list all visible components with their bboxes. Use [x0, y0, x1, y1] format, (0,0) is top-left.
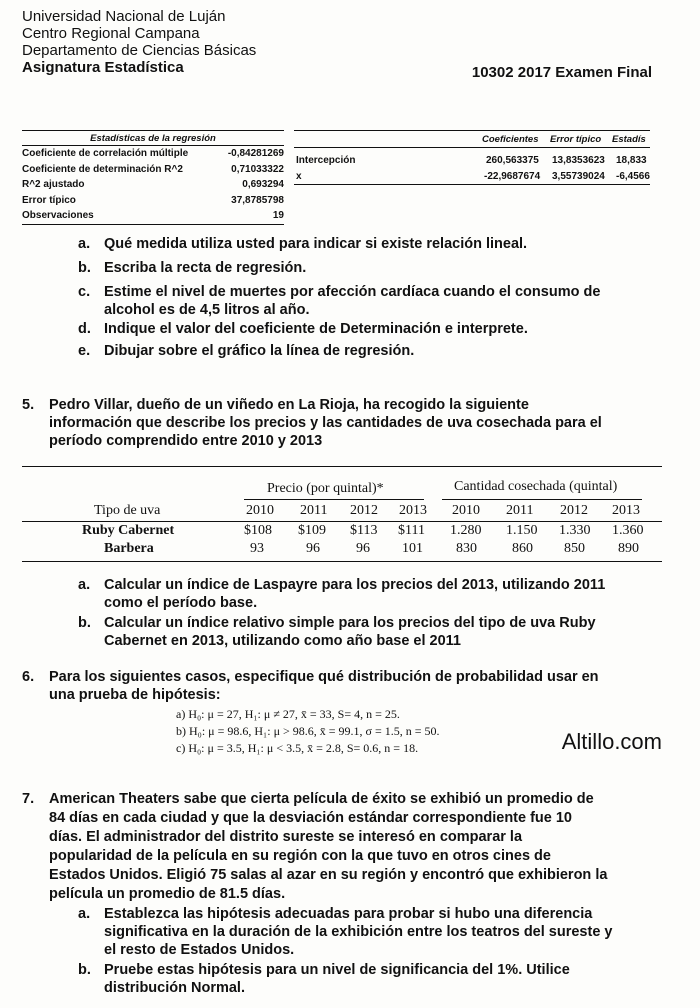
item-text: Calcular un índice relativo simple para los precios del tipo de uva Ruby [104, 615, 596, 631]
year-header: 2012 [350, 503, 378, 518]
question-number: 6. [22, 669, 35, 685]
grape-type: Barbera [104, 541, 154, 556]
hypothesis-case: a) H₀: μ = 27, H₁: μ ≠ 27, x̄ = 33, S= 4, n = 25. [176, 707, 400, 721]
item-text: Qué medida utiliza usted para indicar si existe relación lineal. [104, 236, 528, 252]
question-line: período comprendido entre 2010 y 2013 [49, 433, 323, 449]
item-text: Calcular un índice de Laspayre para los precios del 2013, utilizando 2011 [104, 577, 606, 593]
list-item [78, 576, 605, 595]
stat-value: 19 [272, 210, 284, 222]
year-header: 2012 [560, 503, 588, 518]
quantity-cell: 1.280 [450, 523, 482, 538]
item-text: como el período base. [104, 595, 258, 611]
university-name: Universidad Nacional de Luján [22, 8, 226, 25]
item-text: Cabernet en 2013, utilizando como año base el 2011 [104, 633, 461, 649]
year-header: 2013 [612, 503, 640, 518]
year-header: 2011 [300, 503, 328, 518]
regression-stats-table [22, 130, 284, 225]
quantity-cell: 830 [456, 541, 477, 556]
item-text: Estime el nivel de muertes por afección cardíaca cuando el consumo de [104, 284, 601, 300]
year-header: 2010 [246, 503, 274, 518]
watermark-text: Altillo.com [561, 729, 662, 754]
quantity-header-rule [442, 499, 642, 500]
year-header: 2013 [399, 503, 427, 518]
list-item-continuation [104, 941, 294, 960]
item-text: Indique el valor del coeficiente de Determinación e interprete. [104, 321, 528, 337]
table-row [22, 177, 284, 193]
table-row [22, 208, 284, 225]
item-letter: b. [78, 260, 91, 276]
header-estadistico: Estadís [612, 134, 646, 145]
stat-label: Coeficiente de determinación R^2 [22, 163, 183, 175]
list-item-continuation [104, 632, 461, 651]
quantity-cell: 890 [618, 541, 639, 556]
list-item [78, 961, 570, 980]
stat-value: 0,71033322 [231, 163, 284, 175]
grape-type: Ruby Cabernet [82, 523, 175, 538]
table-row [294, 168, 650, 185]
stat-value: 0,693294 [242, 179, 284, 191]
quantity-header: Cantidad cosechada (quintal) [454, 479, 618, 494]
department-name: Departamento de Ciencias Básicas [22, 42, 257, 59]
price-cell: 101 [402, 541, 423, 556]
list-item-continuation [104, 594, 257, 613]
se-value: 3,55739024 [552, 171, 605, 182]
coef-label: x [296, 171, 302, 182]
price-cell: $111 [398, 523, 425, 538]
item-letter: e. [78, 343, 91, 359]
item-text: distribución Normal. [104, 980, 245, 996]
type-header: Tipo de uva [94, 503, 161, 518]
item-letter: a. [78, 906, 91, 922]
item-text: significativa en la duración de la exhibición entre los teatros del sureste y [104, 924, 613, 940]
question-number: 7. [22, 791, 35, 807]
question-line: Pedro Villar, dueño de un viñedo en La Rioja, ha recogido la siguiente [49, 397, 529, 413]
quantity-cell: 1.360 [612, 523, 644, 538]
question-line: 84 días en cada ciudad y que la desviación estándar correspondiente fue 10 [49, 810, 572, 826]
header-rule [22, 521, 662, 522]
table-row [294, 152, 650, 168]
hypothesis-case: b) H₀: μ = 98.6, H₁: μ > 98.6, x̄ = 99.1, σ = 1.5, n = 50. [176, 724, 440, 738]
price-cell: 93 [250, 541, 264, 556]
stat-value: 18,833 [616, 155, 647, 166]
price-cell: 96 [356, 541, 370, 556]
list-item [78, 905, 592, 924]
item-text: Pruebe estas hipótesis para un nivel de significancia del 1%. Utilice [104, 962, 570, 978]
coef-label: Intercepción [296, 155, 356, 166]
question-line: Para los siguientes casos, especifique qué distribución de probabilidad usar en [49, 669, 599, 685]
list-item-continuation [104, 979, 245, 998]
item-text: Establezca las hipótesis adecuadas para probar si hubo una diferencia [104, 906, 593, 922]
year-header: 2011 [506, 503, 534, 518]
item-letter: d. [78, 321, 91, 337]
stat-value: -0,84281269 [227, 148, 284, 160]
stat-label: Error típico [22, 194, 76, 206]
stat-label: Coeficiente de correlación múltiple [22, 148, 189, 160]
coef-value: -22,9687674 [484, 171, 541, 182]
document-header [22, 8, 256, 76]
item-letter: b. [78, 615, 91, 631]
item-letter: a. [78, 236, 91, 252]
question-line: película un promedio de 81.5 días. [49, 886, 286, 902]
year-header: 2010 [452, 503, 480, 518]
quantity-cell: 1.150 [506, 523, 538, 538]
list-item-continuation [104, 301, 310, 320]
center-name: Centro Regional Campana [22, 25, 200, 42]
question-line: Estados Unidos. Eligió 75 salas al azar en su región y encontró que exhibieron la [49, 867, 608, 883]
price-header: Precio (por quintal)* [267, 481, 384, 496]
regression-stats-caption: Estadísticas de la regresión [22, 130, 284, 146]
quantity-cell: 850 [564, 541, 585, 556]
subject-name: Asignatura Estadística [22, 59, 184, 76]
question-line: una prueba de hipótesis: [49, 687, 221, 703]
hypothesis-case: c) H₀: μ = 3.5, H₁: μ < 3.5, x̄ = 2.8, S= 0.6, n = 18. [176, 741, 419, 755]
stat-value: 37,8785798 [231, 194, 284, 206]
stat-label: R^2 ajustado [22, 179, 85, 191]
table-row [22, 162, 284, 178]
quantity-cell: 1.330 [559, 523, 591, 538]
list-item [78, 320, 528, 339]
table-row [22, 193, 284, 209]
item-text: Dibujar sobre el gráfico la línea de regresión. [104, 343, 415, 359]
coefficients-header [294, 130, 650, 148]
stat-value: -6,4566 [616, 171, 650, 182]
question-line: días. El administrador del distrito sureste se interesó en comparar la [49, 829, 523, 845]
item-text: el resto de Estados Unidos. [104, 942, 295, 958]
coef-value: 260,563375 [486, 155, 539, 166]
list-item [78, 614, 596, 633]
question-line: American Theaters sabe que cierta película de éxito se exhibió un promedio de [49, 791, 594, 807]
item-letter: c. [78, 284, 91, 300]
grape-table [22, 466, 662, 562]
price-cell: $109 [298, 523, 326, 538]
price-cell: 96 [306, 541, 320, 556]
price-cell: $113 [350, 523, 378, 538]
question-line: información que describe los precios y las cantidades de uva cosechada para el [49, 415, 602, 431]
item-letter: a. [78, 577, 91, 593]
list-item [78, 235, 527, 254]
quantity-cell: 860 [512, 541, 533, 556]
coefficients-table [294, 130, 650, 185]
exam-code: 10302 2017 Examen Final [471, 64, 652, 81]
price-cell: $108 [244, 523, 272, 538]
list-item-continuation [104, 923, 612, 942]
question-number: 5. [22, 397, 35, 413]
price-header-rule [244, 499, 424, 500]
list-item [78, 259, 306, 278]
list-item [78, 283, 600, 302]
item-text: alcohol es de 4,5 litros al año. [104, 302, 310, 318]
item-letter: b. [78, 962, 91, 978]
header-coeficientes: Coeficientes [482, 134, 539, 145]
item-text: Escriba la recta de regresión. [104, 260, 307, 276]
list-item [78, 342, 414, 361]
se-value: 13,8353623 [552, 155, 605, 166]
question-line: popularidad de la película en su región con la que tuvo en otros cines de [49, 848, 551, 864]
header-error: Error típico [550, 134, 602, 145]
stat-label: Observaciones [22, 210, 94, 222]
table-row [22, 146, 284, 162]
